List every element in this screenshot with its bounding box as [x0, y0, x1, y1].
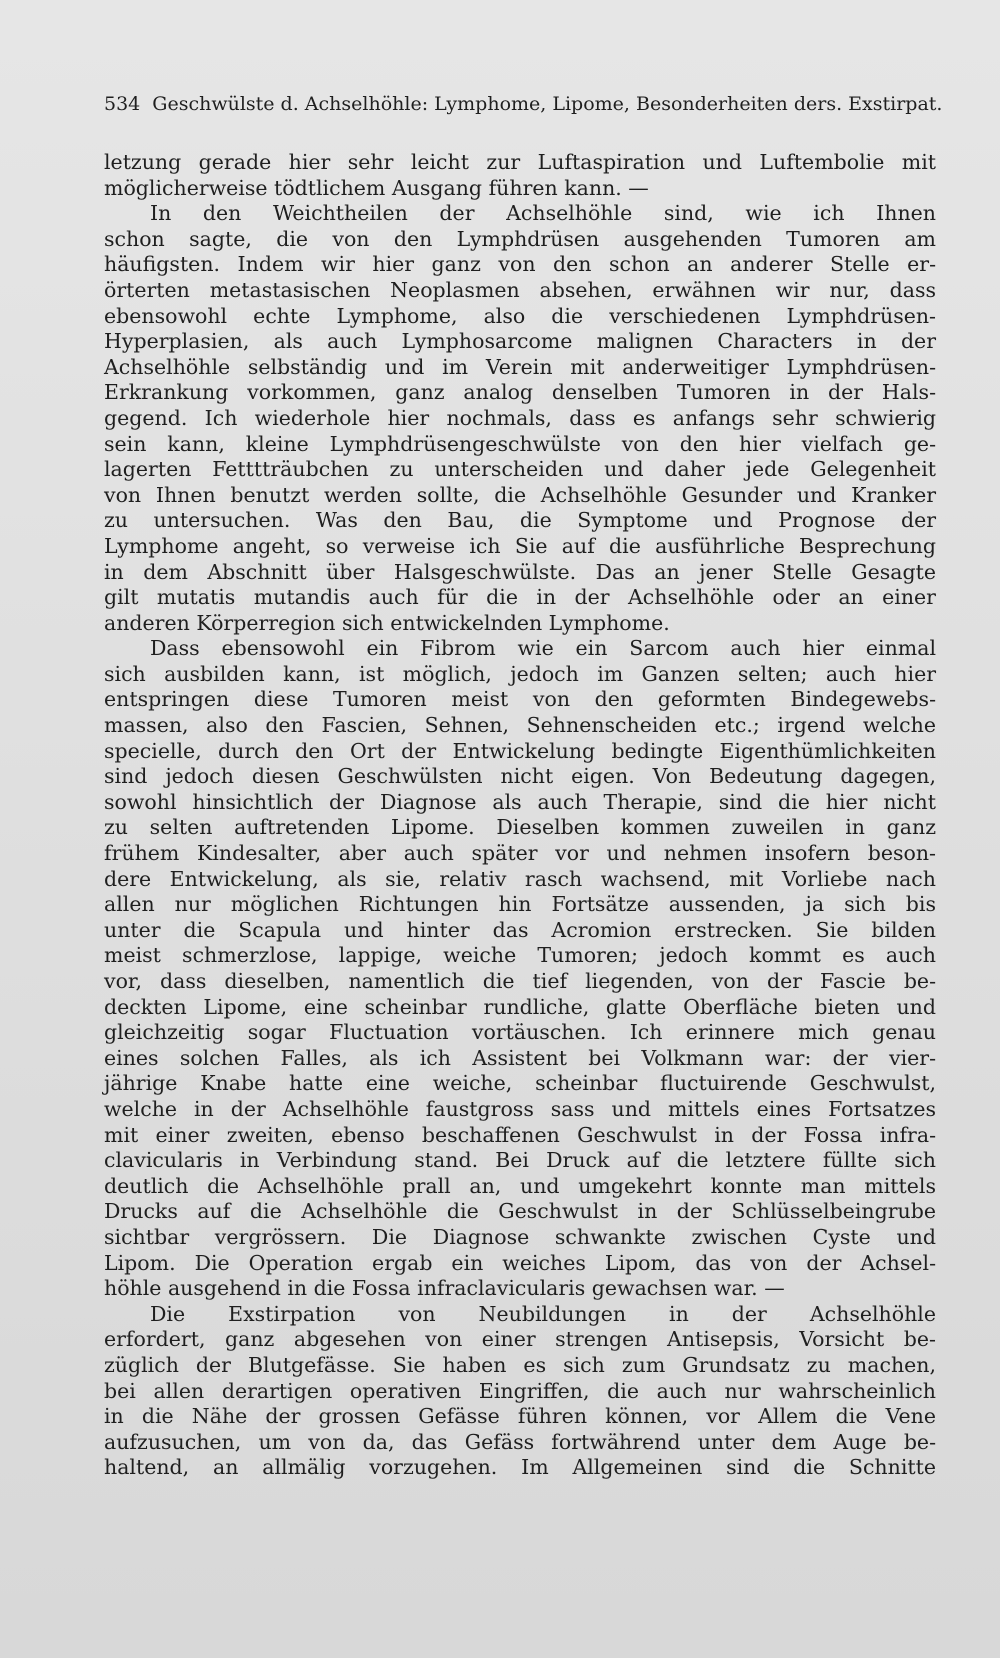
text-line: entspringen diese Tumoren meist von den geformten Bindegewebs- — [104, 687, 936, 712]
text-line: aufzusuchen, um von da, das Gefäss fortwährend unter dem Auge be- — [104, 1429, 936, 1454]
text-line: jährige Knabe hatte eine weiche, scheinbar fluctuirende Geschwulst, — [104, 1071, 936, 1096]
text-line: Lipom. Die Operation ergab ein weiches Lipom, das von der Achsel- — [104, 1250, 936, 1275]
text-line: In den Weichtheilen der Achselhöhle sind, wie ich Ihnen — [150, 201, 936, 226]
text-line: sind jedoch diesen Geschwülsten nicht eigen. Von Bedeutung dagegen, — [104, 764, 936, 789]
text-line: Lymphome angeht, so verweise ich Sie auf die ausführliche Besprechung — [104, 533, 936, 558]
text-line: Drucks auf die Achselhöhle die Geschwulst in der Schlüsselbeingrube — [104, 1199, 936, 1224]
text-line: gegend. Ich wiederhole hier nochmals, dass es anfangs sehr schwierig — [104, 405, 936, 430]
running-head-title: Geschwülste d. Achselhöhle: Lymphome, Lipome, Besonderheiten ders. Exstirpat. — [152, 93, 943, 115]
text-line: allen nur möglichen Richtungen hin Fortsätze aussenden, ja sich bis — [104, 892, 936, 917]
text-line: Hyperplasien, als auch Lymphosarcome malignen Characters in der — [104, 329, 936, 354]
text-line: zu selten auftretenden Lipome. Dieselben kommen zuweilen in ganz — [104, 815, 936, 840]
text-line: örterten metastasischen Neoplasmen absehen, erwähnen wir nur, dass — [104, 277, 936, 302]
text-line: mit einer zweiten, ebenso beschaffenen Geschwulst in der Fossa infra- — [104, 1122, 936, 1147]
text-line: höhle ausgehend in die Fossa infraclavicularis gewachsen war. — — [104, 1276, 785, 1301]
text-line: ebensowohl echte Lymphome, also die verschiedenen Lymphdrüsen- — [104, 303, 936, 328]
text-line: Erkrankung vorkommen, ganz analog denselben Tumoren in der Hals- — [104, 380, 936, 405]
text-line: möglicherweise tödtlichem Ausgang führen kann. — — [104, 175, 649, 200]
text-line: meist schmerzlose, lappige, weiche Tumoren; jedoch kommt es auch — [104, 943, 936, 968]
text-line: specielle, durch den Ort der Entwickelung bedingte Eigenthümlichkeiten — [104, 738, 936, 763]
text-line: unter die Scapula und hinter das Acromion erstrecken. Sie bilden — [104, 917, 936, 942]
running-head — [104, 92, 943, 116]
body-text — [104, 150, 936, 1481]
text-line: in die Nähe der grossen Gefässe führen können, vor Allem die Vene — [104, 1404, 936, 1429]
text-line: sowohl hinsichtlich der Diagnose als auch Therapie, sind die hier nicht — [104, 789, 936, 814]
text-line: bei allen derartigen operativen Eingriffen, die auch nur wahrscheinlich — [104, 1378, 936, 1403]
text-line: Die Exstirpation von Neubildungen in der Achselhöhle — [150, 1301, 936, 1326]
text-line: sich ausbilden kann, ist möglich, jedoch im Ganzen selten; auch hier — [104, 661, 936, 686]
text-line: gilt mutatis mutandis auch für die in der Achselhöhle oder an einer — [104, 585, 936, 610]
text-line: schon sagte, die von den Lymphdrüsen ausgehenden Tumoren am — [104, 226, 936, 251]
text-line: vor, dass dieselben, namentlich die tief liegenden, von der Fascie be- — [104, 969, 936, 993]
text-line: massen, also den Fascien, Sehnen, Sehnenscheiden etc.; irgend welche — [104, 713, 936, 738]
text-line: haltend, an allmälig vorzugehen. Im Allgemeinen sind die Schnitte — [104, 1455, 936, 1480]
text-line: Achselhöhle selbständig und im Verein mit anderweitiger Lymphdrüsen- — [104, 354, 936, 379]
text-line: Dass ebensowohl ein Fibrom wie ein Sarcom auch hier einmal — [150, 636, 936, 661]
text-line: deutlich die Achselhöhle prall an, und umgekehrt konnte man mittels — [104, 1173, 936, 1198]
text-line: von Ihnen benutzt werden sollte, die Achselhöhle Gesunder und Kranker — [104, 482, 936, 507]
text-line: dere Entwickelung, als sie, relativ rasch wachsend, mit Vorliebe nach — [104, 866, 936, 891]
text-line: zu untersuchen. Was den Bau, die Symptome und Prognose der — [104, 508, 936, 533]
text-line: deckten Lipome, eine scheinbar rundliche, glatte Oberfläche bieten und — [104, 994, 936, 1019]
text-line: erfordert, ganz abgesehen von einer strengen Antisepsis, Vorsicht be- — [104, 1327, 936, 1352]
text-line: züglich der Blutgefässe. Sie haben es sich zum Grundsatz zu machen, — [104, 1352, 936, 1377]
text-line: gleichzeitig sogar Fluctuation vortäuschen. Ich erinnere mich genau — [104, 1020, 936, 1045]
text-line: letzung gerade hier sehr leicht zur Luftaspiration und Luftembolie mit — [104, 150, 936, 174]
page-number: 534 — [104, 93, 141, 115]
text-line: häufigsten. Indem wir hier ganz von den schon an anderer Stelle er- — [104, 252, 936, 277]
text-line: welche in der Achselhöhle faustgross sass und mittels eines Fortsatzes — [104, 1096, 936, 1121]
text-line: in dem Abschnitt über Halsgeschwülste. Das an jener Stelle Gesagte — [104, 559, 936, 584]
text-line: anderen Körperregion sich entwickelnden Lymphome. — [104, 610, 670, 635]
text-line: clavicularis in Verbindung stand. Bei Druck auf die letztere füllte sich — [104, 1148, 936, 1173]
text-line: frühem Kindesalter, aber auch später vor und nehmen insofern beson- — [104, 841, 936, 866]
text-line: lagerten Fetttträubchen zu unterscheiden und daher jede Gelegenheit — [104, 457, 936, 482]
text-line: sein kann, kleine Lymphdrüsengeschwülste von den hier vielfach ge- — [104, 431, 936, 456]
text-line: sichtbar vergrössern. Die Diagnose schwankte zwischen Cyste und — [104, 1224, 936, 1249]
text-line: eines solchen Falles, als ich Assistent bei Volkmann war: der vier- — [104, 1045, 936, 1070]
